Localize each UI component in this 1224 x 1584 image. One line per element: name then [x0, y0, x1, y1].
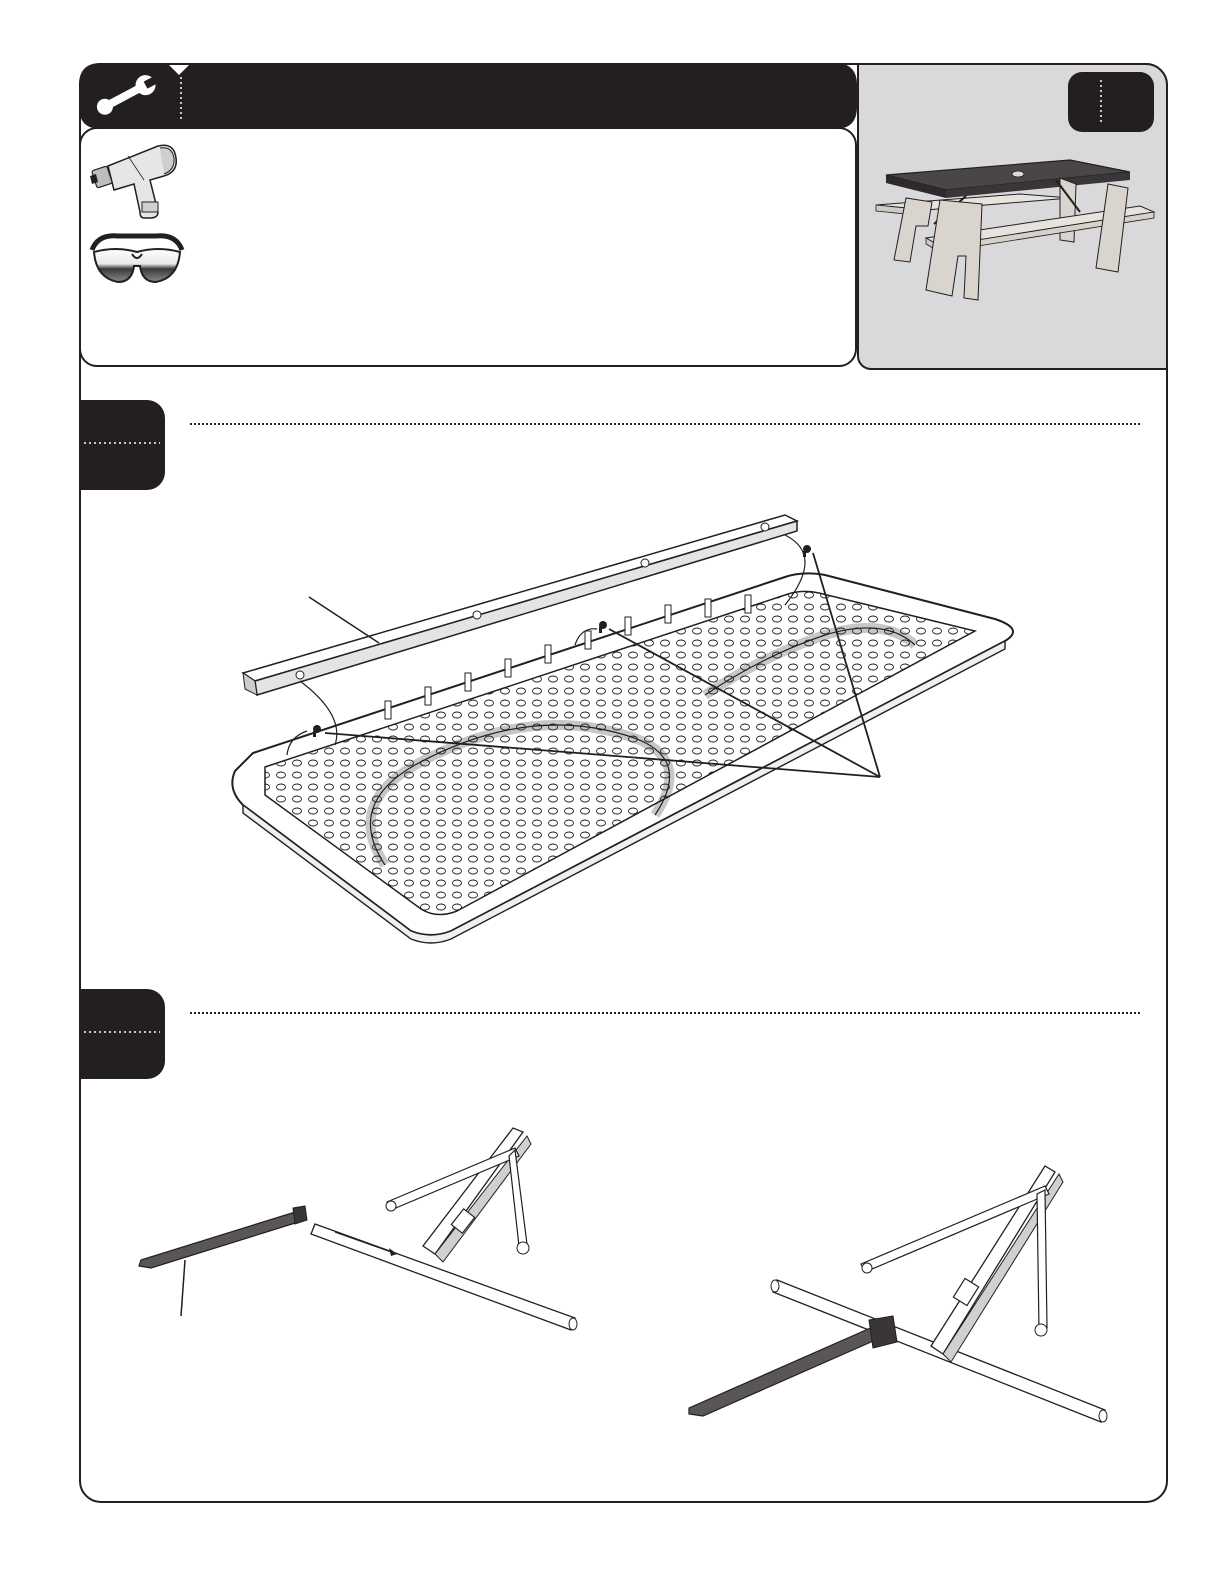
step1-badge-divider [84, 440, 160, 446]
safety-glasses-icon [88, 228, 186, 290]
table-top-illustration [225, 505, 1035, 945]
step2-divider [190, 1012, 1140, 1014]
power-drill-icon [88, 136, 180, 220]
page-badge [1068, 72, 1156, 132]
step1-divider [190, 423, 1140, 425]
brace-insertion-left [135, 1120, 585, 1340]
wrench-icon [92, 72, 162, 118]
brace-insertion-right [685, 1150, 1125, 1430]
assembled-table-image [870, 150, 1160, 310]
tools-box [79, 127, 857, 367]
step2-badge-divider [84, 1029, 160, 1035]
header-bar [79, 63, 859, 129]
